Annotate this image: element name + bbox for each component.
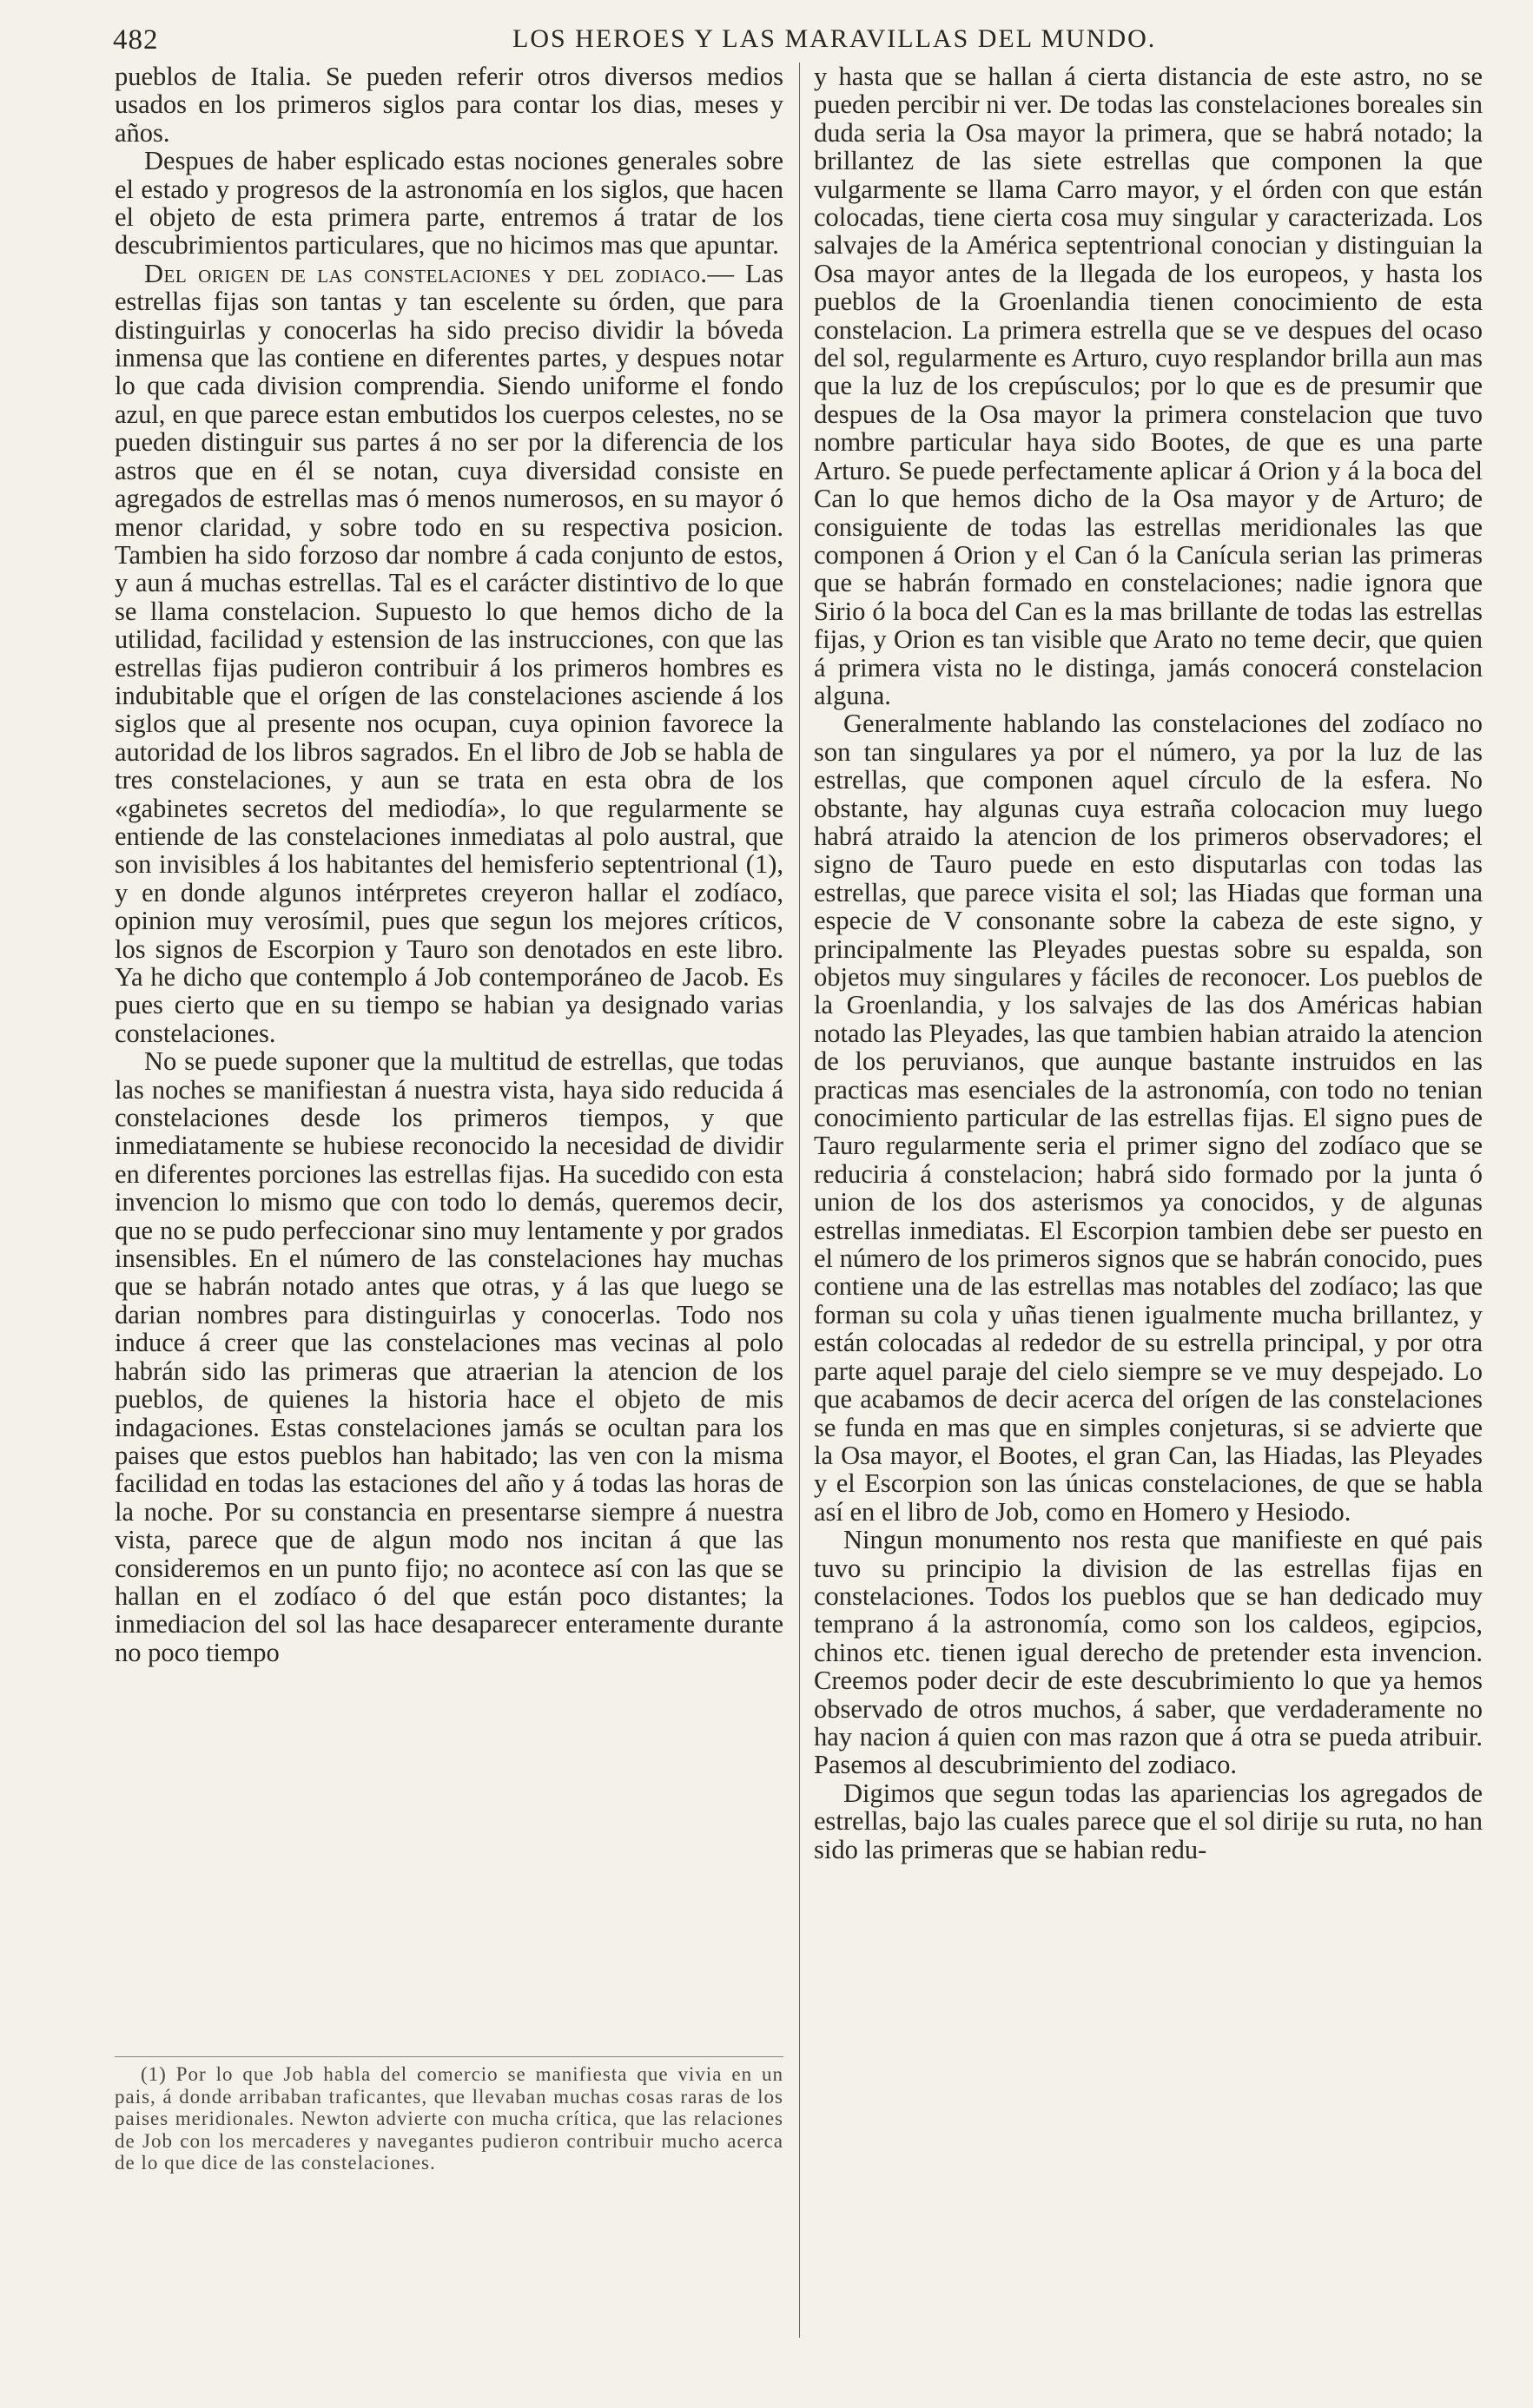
page-number: 482 (113, 24, 159, 56)
section-heading: Del origen de las constelaciones y del zodiaco.— (144, 258, 735, 288)
paragraph: No se puede suponer que la multitud de estrellas, que todas las noches se manifiestan á nuestra vista, haya sido reducida á constelaciones desde los primeros tiempos, y que inmediatamente se hubiese reconocido la necesidad de dividir en diferentes porciones las estrellas fijas. Ha sucedido con esta invencion lo mismo que con todo lo demás, queremos decir, que no se pudo perfeccionar sino muy lentamente y por grados insensibles. En el número de las constelaciones hay muchas que se habrán notado antes que otras, y á las que luego se darian nombres para distinguirlas y conocerlas. Todo nos induce á creer que las constelaciones mas vecinas al polo habrán sido las primeras que atraerian la atencion de los pueblos, de quienes la historia hace el objeto de mis indagaciones. Estas constelaciones jamás se ocultan para los paises que estos pueblos han habitado; las ven con la misma facilidad en todas las estaciones del año y á todas las horas de la noche. Por su constancia en presentarse siempre á nuestra vista, parece que de algun modo nos incitan á que las consideremos en un punto fijo; no acontece así con las que se hallan en el zodíaco ó del que están poco distantes; la inmediacion del sol las hace desaparecer enteramente durante no poco tiempo (115, 1046, 783, 1667)
paragraph: Generalmente hablando las constelaciones del zodíaco no son tan singulares ya por el número, ya por la luz de las estrellas, que componen aquel círculo de la esfera. No obstante, hay algunas cuya estraña colocacion muy luego habrá atraido la atencion de los primeros observadores; el signo de Tauro puede en esto disputarlas con todas las estrellas, que parece visita el sol; las Hiadas que forman una especie de V consonante sobre la cabeza de este signo, y principalmente las Pleyades puestas sobre su espalda, son objetos muy singulares y fáciles de reconocer. Los pueblos de la Groenlandia, y los salvajes de las dos Américas habian notado las Pleyades, las que tambien habian atraido la atencion de los peruvianos, que aunque bastante instruidos en las practicas mas esenciales de la astronomía, con todo no tenian conocimiento particular de las estrellas fijas. El signo pues de Tauro regularmente seria el primer signo del zodíaco que se reduciria á constelacion; habrá sido formado por la junta ó union de los dos asterismos ya conocidos, y de algunas estrellas inmediatas. El Escorpion tambien debe ser puesto en el número de los primeros signos que se habrán conocido, pues contiene una de las estrellas mas notables del zodíaco; las que forman su cola y uñas tienen igualmente mucha brillantez, y están colocadas al rededor de su estrella principal, y por otra parte aquel paraje del cielo siempre se ve muy despejado. Lo que acabamos de decir acerca del orígen de las constelaciones se funda en mas que en simples conjeturas, si se advierte que la Osa mayor, el Bootes, el gran Can, las Hiadas, las Pleyades y el Escorpion son las únicas constelaciones, de que se habla así en el libro de Job, como en Homero y Hesiodo. (814, 709, 1483, 1527)
paragraph: Ningun monumento nos resta que manifieste en qué pais tuvo su principio la division de las estrellas fijas en constelaciones. Todos los pueblos que se han dedicado muy temprano á la astronomía, como son los caldeos, egipcios, chinos etc. tienen igual derecho de pretender esta invencion. Creemos poder decir de este descubrimiento lo que ya hemos observado de otros muchos, á saber, que verdaderamente no hay nacion á quien con mas razon que á otra se pueda atribuir. Pasemos al descubrimiento del zodiaco. (814, 1525, 1483, 1780)
left-column (115, 63, 783, 1666)
section-paragraph (115, 260, 783, 1047)
column-divider (799, 63, 800, 2338)
paragraph: y hasta que se hallan á cierta distancia de este astro, no se pueden percibir ni ver. De todas las constelaciones boreales sin duda seria la Osa mayor la primera, que se habrá notado; la brillantez de las siete estrellas que componen la que vulgarmente se llama Carro mayor, y el órden con que están colocadas, tiene cierta cosa muy singular y caracterizada. Los salvajes de la América septentrional conocian y distinguian la Osa mayor antes de la llegada de los europeos, y hasta los pueblos de la Groenlandia tienen conocimiento de esta constelacion. La primera estrella que se ve despues del ocaso del sol, regularmente es Arturo, cuyo resplandor brilla aun mas que la luz de los crepúsculos; por lo que es de presumir que despues de la Osa mayor la primera constelacion que tuvo nombre particular haya sido Bootes, de que es una parte Arturo. Se puede perfectamente aplicar á Orion y á la boca del Can lo que hemos dicho de la Osa mayor y de Arturo; de consiguiente de todas las estrellas meridionales las que componen á Orion y el Can ó la Canícula serian las primeras que se habrán formado en constelaciones; nadie ignora que Sirio ó la boca del Can es la mas brillante de todas las estrellas fijas, y Orion es tan visible que Arato no teme decir, que quien á primera vista no le distinga, jamás conocerá constelacion alguna. (814, 62, 1483, 710)
footnote-text: (1) Por lo que Job habla del comercio se manifiesta que vivia en un pais, á donde arribaban traficantes, que llevaban muchas cosas raras de los paises meridionales. Newton advierte con mucha crítica, que las relaciones de Job con los mercaderes y navegantes pudieron contribuir mucho acerca de lo que dice de las constelaciones. (115, 2063, 783, 2174)
page-header (113, 19, 1468, 63)
paragraph-text: Las estrellas fijas son tantas y tan escelente su órden, que para distinguirlas y conocerlas ha sido preciso dividir la bóveda inmensa que las contiene en diferentes partes, y despues notar lo que cada division comprendia. Siendo uniforme el fondo azul, en que parece estan embutidos los cuerpos celestes, no se pueden distinguir sus partes á no ser por la diferencia de los astros que en él se notan, cuya diversidad consiste en agregados de estrellas mas ó menos numerosos, en su mayor ó menor claridad, y sobre todo en su respectiva posicion. Tambien ha sido forzoso dar nombre á cada conjunto de estos, y aun á muchas estrellas. Tal es el carácter distintivo de lo que se llama constelacion. Supuesto lo que hemos dicho de la utilidad, facilidad y estension de las instrucciones, con que las estrellas fijas pudieron contribuir á los primeros hombres es indubitable que el orígen de las constelaciones asciende á los siglos que al presente nos ocupan, cuya opinion favorece la autoridad de los libros sagrados. En el libro de Job se habla de tres constelaciones, y aun se trata en esta obra de los «gabinetes secretos del mediodía», lo que regularmente se entiende de las constelaciones inmediatas al polo austral, que son invisibles á los habitantes del hemisferio septentrional (1), y en donde algunos intérpretes creyeron hallar el zodíaco, opinion muy verosímil, pues que segun los mejores críticos, los signos de Escorpion y Tauro son denotados en este libro. Ya he dicho que contemplo á Job contemporáneo de Jacob. Es pues cierto que en su tiempo se habian ya designado varias constelaciones. (115, 258, 784, 1048)
running-title: LOS HEROES Y LAS MARAVILLAS DEL MUNDO. (512, 24, 1157, 53)
right-column (814, 63, 1483, 1864)
paragraph: Digimos que segun todas las apariencias los agregados de estrellas, bajo las cuales parece que el sol dirije su ruta, no han sido las primeras que se habian redu- (814, 1778, 1483, 1864)
footnote (115, 2063, 783, 2174)
paragraph: pueblos de Italia. Se pueden referir otros diversos medios usados en los primeros siglos para contar los dias, meses y años. (115, 62, 783, 148)
footnote-divider (115, 2056, 783, 2057)
paragraph: Despues de haber esplicado estas nociones generales sobre el estado y progresos de la astronomía en los siglos, que hacen el objeto de esta primera parte, entremos á tratar de los descubrimientos particulares, que no hicimos mas que apuntar. (115, 146, 783, 261)
